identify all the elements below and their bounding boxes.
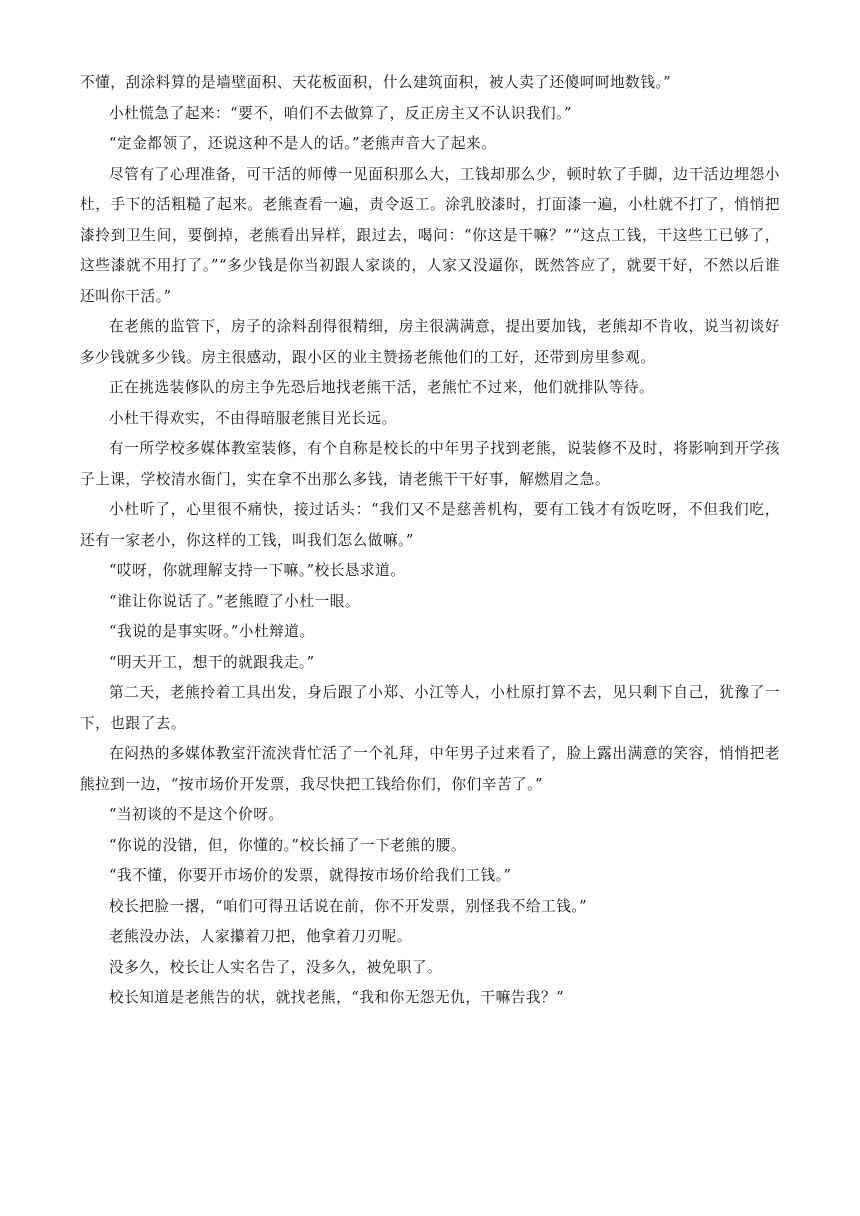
paragraph: 小杜慌急了起来：“要不，咱们不去做算了，反正房主又不认识我们。” [109, 104, 573, 122]
paragraph: 校长知道是老熊告的状，就找老熊，“我和你无怨无仇，干嘛告我？” [109, 989, 565, 1006]
paragraph: “定金都领了，还说这种不是人的话。”老熊声音大了起来。 [109, 135, 497, 152]
paragraph: “谁让你说话了。”老熊瞪了小杜一眼。 [109, 592, 361, 610]
paragraph: 第二天，老熊拎着工具出发，身后跟了小郑、小江等人，小杜原打算不去，见只剩下自己，犹豫了一下，也跟了去。 [80, 684, 780, 732]
paragraph: 没多久，校长让人实名告了，没多久，被免职了。 [109, 958, 443, 976]
paragraph: 正在挑选装修队的房主争先恐后地找老熊干活，老熊忙不过来，他们就排队等待。 [109, 379, 655, 396]
paragraph: “我不懂，你要开市场价的发票，就得按市场价给我们工钱。” [109, 867, 512, 884]
paragraph: 小杜听了，心里很不痛快，接过话头：“我们又不是慈善机构，要有工钱才有饭吃呀，不但我们吃，还有一家老小，你这样的工钱，叫我们怎么做嘛。” [80, 501, 780, 549]
paragraph: 小杜干得欢实，不由得暗服老熊目光长远。 [109, 409, 397, 427]
paragraph: 在老熊的监管下，房子的涂料刮得很精细，房主很满满意，提出要加钱，老熊却不肯收，说当初谈好多少钱就多少钱。房主很感动，跟小区的业主赞扬老熊他们的工好，还带到房里参观。 [80, 318, 780, 366]
paragraph: 老熊没办法，人家攥着刀把，他拿着刀刃呢。 [109, 928, 412, 945]
paragraph: 校长把脸一撂，“咱们可得丑话说在前，你不开发票，别怪我不给工钱。” [109, 897, 588, 915]
paragraph: “明天开工，想干的就跟我走。” [109, 653, 315, 671]
paragraph: “你说的没错，但，你懂的。”校长捅了一下老熊的腰。 [109, 836, 467, 854]
paragraph: 尽管有了心理准备，可干活的师傅一见面积那么大，工钱却那么少，顿时软了手脚，边干活边埋怨小杜，手下的活粗糙了起来。老熊查看一遍，责令返工。涂乳胶漆时，打面漆一遍，小杜就不打了，悄悄把漆拎到卫生间，要倒掉，老熊看出异样，跟过去，喝问：“你这是干嘛？”“这点工钱，干这些工已够了，这些漆就不用打了。”“多少钱是你当初跟人家谈的，人家又没逼你，既然答应了，就要干好，不然以后谁还叫你干活。” [80, 165, 780, 305]
paragraph: “我说的是事实呀。”小杜辩道。 [109, 623, 315, 640]
paragraph: “当初谈的不是这个价呀。 [109, 806, 284, 823]
paragraph: 在闷热的多媒体教室汗流浃背忙活了一个礼拜，中年男子过来看了，脸上露出满意的笑容，悄悄把老熊拉到一边，“按市场价开发票，我尽快把工钱给你们，你们辛苦了。” [80, 745, 780, 793]
paragraph: 不懂，刮涂料算的是墙壁面积、天花板面积，什么建筑面积，被人卖了还傻呵呵地数钱。” [80, 74, 672, 91]
story-body [80, 68, 780, 1014]
paragraph: “哎呀，你就理解支持一下嘛。”校长恳求道。 [109, 562, 406, 579]
paragraph: 有一所学校多媒体教室装修，有个自称是校长的中年男子找到老熊，说装修不及时，将影响到开学孩子上课，学校清水衙门，实在拿不出那么多钱，请老熊干干好事，解燃眉之急。 [80, 440, 780, 488]
